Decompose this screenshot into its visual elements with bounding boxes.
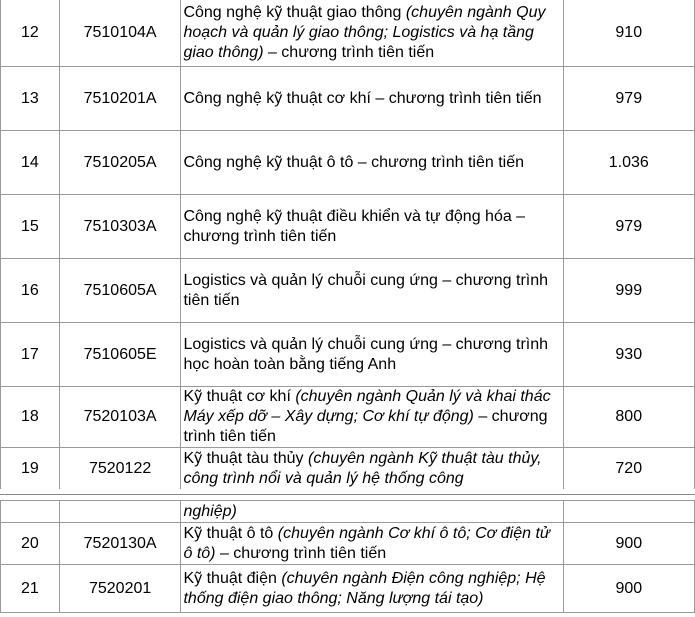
score-cell: 999 bbox=[563, 259, 694, 323]
table-row bbox=[1, 131, 695, 195]
program-specialization: (chuyên ngành Điện công nghiệp; Hệ thống điện giao thông; Năng lượng tái tạo) bbox=[183, 569, 546, 607]
stt-cell: 15 bbox=[1, 195, 60, 259]
stt-cell: 18 bbox=[1, 387, 60, 448]
table-row bbox=[1, 67, 695, 131]
name-cell bbox=[181, 565, 563, 613]
program-name bbox=[183, 569, 562, 609]
name-cell bbox=[181, 523, 563, 565]
page-break-line bbox=[0, 494, 695, 495]
program-title: Kỹ thuật ô tô bbox=[183, 524, 278, 542]
score-cell: 800 bbox=[563, 387, 694, 448]
program-specialization: (chuyên ngành Quản lý và khai thác Máy xếp dỡ – Xây dựng; Cơ khí tự động) bbox=[183, 388, 551, 425]
name-cell bbox=[181, 131, 563, 195]
code-cell: 7520103A bbox=[59, 387, 181, 448]
name-cell bbox=[181, 501, 563, 523]
stt-cell: 14 bbox=[1, 131, 60, 195]
code-cell: 7520122 bbox=[59, 448, 181, 490]
program-specialization: (chuyên ngành Quy hoạch và quản lý giao thông; Logistics và hạ tầng giao thông) bbox=[183, 3, 546, 61]
program-name bbox=[183, 153, 562, 173]
table-row-continuation bbox=[1, 501, 695, 523]
program-title: Kỹ thuật cơ khí bbox=[183, 388, 296, 405]
admission-table-page-2 bbox=[0, 500, 695, 613]
name-cell bbox=[181, 195, 563, 259]
score-cell: 930 bbox=[563, 323, 694, 387]
score-cell: 910 bbox=[563, 0, 694, 67]
code-cell: 7510303A bbox=[59, 195, 181, 259]
table-row bbox=[1, 565, 695, 613]
program-title: – chương trình tiên tiến bbox=[215, 544, 387, 562]
name-cell bbox=[181, 259, 563, 323]
program-title: Công nghệ kỹ thuật cơ khí – chương trình tiên tiến bbox=[183, 89, 542, 107]
continuation-text: nghiệp) bbox=[183, 502, 237, 520]
stt-cell: 12 bbox=[1, 0, 60, 67]
stt-cell: 17 bbox=[1, 323, 60, 387]
program-name bbox=[183, 89, 562, 109]
table-row bbox=[1, 259, 695, 323]
program-name bbox=[183, 449, 562, 489]
table-row bbox=[1, 0, 695, 67]
program-title: Công nghệ kỹ thuật điều khiển và tự động hóa – chương trình tiên tiến bbox=[183, 207, 526, 245]
score-cell: 1.036 bbox=[563, 131, 694, 195]
program-title: – chương trình tiên tiến bbox=[263, 43, 435, 61]
stt-cell: 21 bbox=[1, 565, 60, 613]
program-name bbox=[183, 524, 562, 564]
code-cell: 7510104A bbox=[59, 0, 181, 67]
program-title: – chương trình tiên tiến bbox=[183, 408, 548, 445]
code-cell bbox=[59, 501, 181, 523]
program-name bbox=[183, 335, 562, 375]
score-cell: 979 bbox=[563, 67, 694, 131]
score-cell: 979 bbox=[563, 195, 694, 259]
program-specialization: (chuyên ngành Cơ khí ô tô; Cơ điện tử ô tô) bbox=[183, 524, 551, 562]
name-cell bbox=[181, 323, 563, 387]
score-cell: 900 bbox=[563, 523, 694, 565]
code-cell: 7510605E bbox=[59, 323, 181, 387]
name-cell bbox=[181, 0, 563, 67]
stt-cell: 16 bbox=[1, 259, 60, 323]
program-name bbox=[183, 271, 562, 311]
code-cell: 7520130A bbox=[59, 523, 181, 565]
program-title: Logistics và quản lý chuỗi cung ứng – chương trình học hoàn toàn bằng tiếng Anh bbox=[183, 335, 549, 373]
score-cell: 900 bbox=[563, 565, 694, 613]
code-cell: 7520201 bbox=[59, 565, 181, 613]
code-cell: 7510201A bbox=[59, 67, 181, 131]
score-cell bbox=[563, 501, 694, 523]
name-cell bbox=[181, 67, 563, 131]
program-title: Công nghệ kỹ thuật giao thông bbox=[183, 3, 406, 21]
name-cell bbox=[181, 448, 563, 490]
table-row bbox=[1, 387, 695, 448]
program-name bbox=[183, 207, 562, 247]
table-row bbox=[1, 448, 695, 490]
program-name bbox=[183, 387, 562, 447]
code-cell: 7510605A bbox=[59, 259, 181, 323]
table-row bbox=[1, 323, 695, 387]
program-specialization: (chuyên ngành Kỹ thuật tàu thủy, công trình nổi và quản lý hệ thống công bbox=[183, 449, 542, 487]
program-title: Kỹ thuật điện bbox=[183, 569, 282, 587]
stt-cell bbox=[1, 501, 60, 523]
score-cell: 720 bbox=[563, 448, 694, 490]
stt-cell: 19 bbox=[1, 448, 60, 490]
program-title: Kỹ thuật tàu thủy bbox=[183, 449, 308, 467]
table-row bbox=[1, 523, 695, 565]
program-title: Công nghệ kỹ thuật ô tô – chương trình tiên tiến bbox=[183, 153, 524, 171]
program-name bbox=[183, 3, 562, 63]
stt-cell: 20 bbox=[1, 523, 60, 565]
program-title: Logistics và quản lý chuỗi cung ứng – chương trình tiên tiến bbox=[183, 271, 549, 309]
name-cell bbox=[181, 387, 563, 448]
code-cell: 7510205A bbox=[59, 131, 181, 195]
table-row bbox=[1, 195, 695, 259]
stt-cell: 13 bbox=[1, 67, 60, 131]
